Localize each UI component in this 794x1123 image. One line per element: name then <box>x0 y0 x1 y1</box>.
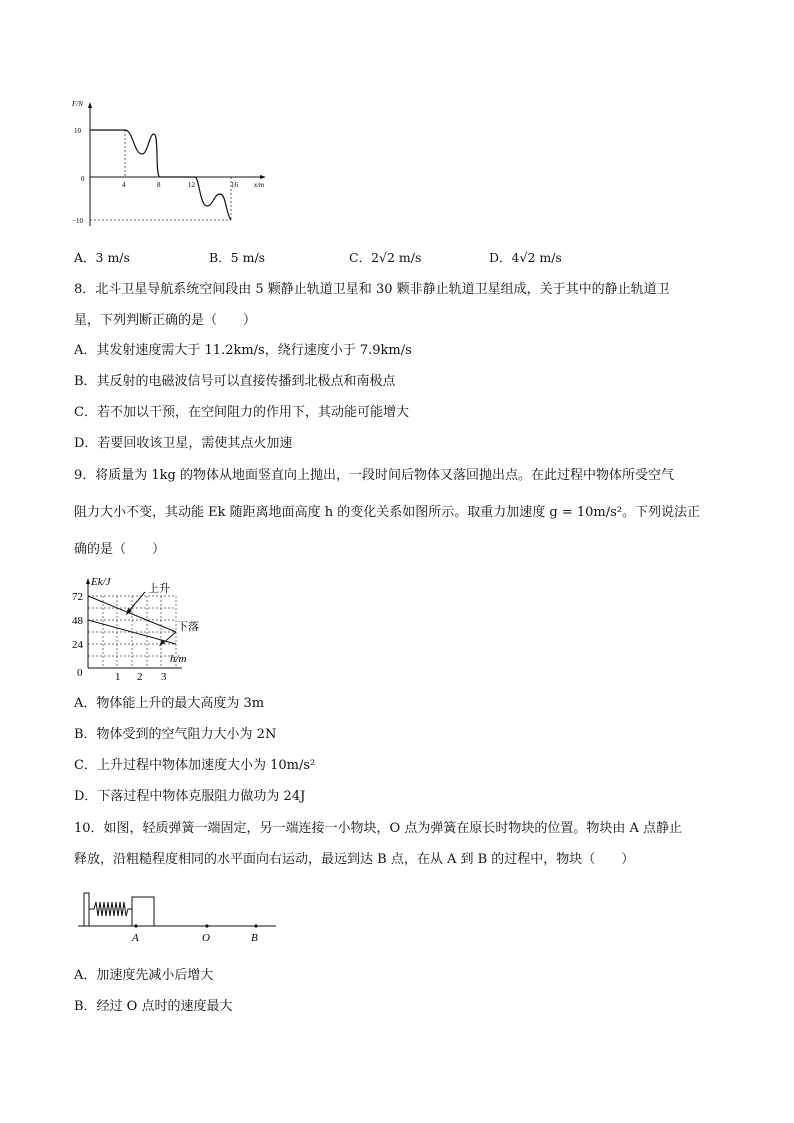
q9-option-a: A．物体能上升的最大高度为 3m <box>74 696 265 711</box>
x-tick-16: 16 <box>231 181 238 189</box>
y-axis-label: F/N <box>72 100 83 108</box>
fixed-wall <box>84 893 89 926</box>
spring <box>89 902 132 916</box>
x-tick-12: 12 <box>188 181 195 189</box>
force-curve <box>90 130 231 220</box>
y-tick-neg10: −10 <box>72 217 83 225</box>
y-tick-0: 0 <box>77 667 83 679</box>
x-axis-label: x/m <box>254 181 265 189</box>
q9-stem-line1: 9．将质量为 1kg 的物体从地面竖直向上抛出，一段时间后物体又落回抛出点。在此过程中物体所受空气 <box>74 468 675 483</box>
block <box>132 897 154 926</box>
point-o <box>205 924 208 927</box>
y-tick-24: 24 <box>72 639 83 651</box>
q9-option-b: B．物体受到的空气阻力大小为 2N <box>74 727 277 742</box>
q9-stem-line3: 确的是（ ） <box>74 542 166 557</box>
rise-label: 上升 <box>148 583 170 595</box>
y-axis-arrow <box>86 578 90 584</box>
q8-option-b: B．其反射的电磁波信号可以直接传播到北极点和南极点 <box>74 374 396 389</box>
fall-label: 下落 <box>177 621 199 633</box>
y-tick-48: 48 <box>72 615 83 627</box>
q10-stem-line1: 10．如图，轻质弹簧一端固定，另一端连接一小物块，O 点为弹簧在原长时物块的位置。物块由 A 点静止 <box>74 821 682 836</box>
q10-stem-line2: 释放，沿粗糙程度相同的水平面向右运动，最远到达 B 点，在从 A 到 B 的过程中，物块（ ） <box>74 852 635 867</box>
q7-option-d: D．4√2 m/s <box>489 250 562 265</box>
q7-option-c: C．2√2 m/s <box>349 250 422 265</box>
x-tick-8: 8 <box>157 181 161 189</box>
q10-option-a: A．加速度先减小后增大 <box>74 968 214 983</box>
label-b: B <box>251 932 258 944</box>
kinetic-energy-height-graph <box>70 574 230 684</box>
x-tick-2: 2 <box>137 671 143 683</box>
q8-stem-line1: 8．北斗卫星导航系统空间段由 5 颗静止轨道卫星和 30 颗非静止轨道卫星组成，关于其中的静止轨道卫 <box>74 282 670 297</box>
x-tick-1: 1 <box>115 671 121 683</box>
x-axis-label: h/m <box>170 653 187 665</box>
label-a: A <box>132 932 139 944</box>
y-tick-10: 10 <box>74 127 81 135</box>
q9-option-d: D．下落过程中物体克服阻力做功为 24J <box>74 789 306 804</box>
y-axis-arrow <box>88 102 92 108</box>
spring-block-diagram <box>74 888 284 948</box>
y-tick-72: 72 <box>72 591 83 603</box>
point-b <box>254 924 257 927</box>
x-tick-3: 3 <box>161 671 167 683</box>
y-tick-0: 0 <box>81 175 85 183</box>
q8-option-c: C．若不加以干预，在空间阻力的作用下，其动能可能增大 <box>74 405 409 420</box>
q7-option-a: A．3 m/s <box>74 250 130 265</box>
y-axis-label: Ek/J <box>91 576 111 588</box>
q7-option-b: B．5 m/s <box>209 250 266 265</box>
q9-option-c: C．上升过程中物体加速度大小为 10m/s² <box>74 758 316 773</box>
x-axis-arrow <box>260 175 266 179</box>
point-a <box>134 924 137 927</box>
q9-stem-line2: 阻力大小不变，其动能 Ek 随距离地面高度 h 的变化关系如图所示。取重力加速度 g = 10m/s²。下列说法正 <box>74 505 701 520</box>
q10-option-b: B．经过 O 点时的速度最大 <box>74 999 233 1014</box>
label-o: O <box>202 932 210 944</box>
x-tick-4: 4 <box>122 181 126 189</box>
q8-option-d: D．若要回收该卫星，需使其点火加速 <box>74 436 293 451</box>
q8-option-a: A．其发射速度需大于 11.2km/s，绕行速度小于 7.9km/s <box>74 343 412 358</box>
force-position-graph <box>66 96 286 236</box>
rise-pointer <box>128 592 145 612</box>
q8-stem-line2: 星，下列判断正确的是（ ） <box>74 313 257 328</box>
